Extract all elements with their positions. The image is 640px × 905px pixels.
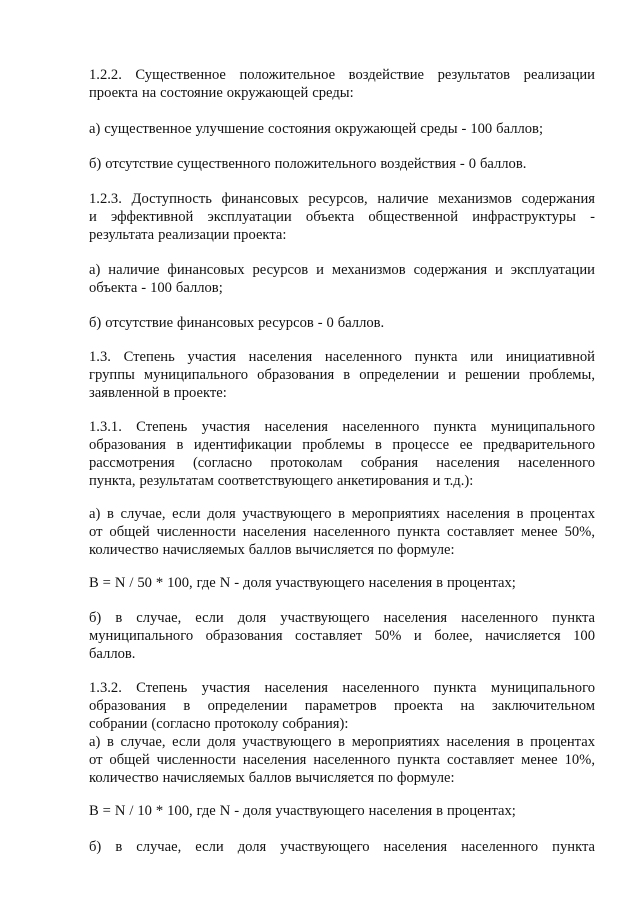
text-line: а) существенное улучшение состояния окружающей среды - 100 баллов; [89, 121, 544, 137]
text-line: 1.3.2. Степень участия населения населенного пункта муниципального [89, 680, 595, 696]
text-line: б) в случае, если доля участвующего населения населенного пункта [89, 610, 595, 626]
formula-10 [89, 802, 595, 820]
text-line: пункта, результатам соответствующего анкетирования и т.д.): [89, 473, 474, 489]
text-line: а) в случае, если доля участвующего в мероприятиях населения в процентах [89, 734, 595, 750]
text-line: муниципального образования составляет 50% и более, начисляется 100 [89, 628, 595, 644]
text-line: б) в случае, если доля участвующего населения населенного пункта [89, 839, 595, 855]
paragraph-1-2-2 [89, 66, 595, 102]
text-line: заявленной в проекте: [89, 385, 227, 401]
text-line: от общей численности населения населенного пункта составляет менее 50%, [89, 524, 595, 540]
text-line: а) в случае, если доля участвующего в мероприятиях населения в процентах [89, 506, 595, 522]
text-line: 1.3. Степень участия населения населенного пункта или инициативной [89, 349, 595, 365]
text-line: от общей численности населения населенного пункта составляет менее 10%, [89, 752, 595, 768]
paragraph-1-2-2-b [89, 155, 595, 173]
text-line: собрании (согласно протоколу собрания): [89, 716, 349, 732]
text-line: образования в идентификации проблемы в процессе ее предварительного [89, 437, 595, 453]
text-line: 1.3.1. Степень участия населения населенного пункта муниципального [89, 419, 595, 435]
paragraph-1-3 [89, 348, 595, 402]
text-line: образования в определении параметров проекта на заключительном [89, 698, 595, 714]
paragraph-1-2-2-a [89, 120, 595, 138]
paragraph-1-3-1-b [89, 609, 595, 663]
text-line: б) отсутствие существенного положительного воздействия - 0 баллов. [89, 156, 527, 172]
paragraph-1-3-2 [89, 679, 595, 787]
text-line: количество начисляемых баллов вычисляется по формуле: [89, 770, 455, 786]
formula-50 [89, 574, 595, 592]
text-line: и эффективной эксплуатации объекта общественной инфраструктуры - [89, 209, 595, 225]
text-line: группы муниципального образования в определении и решении проблемы, [89, 367, 595, 383]
text-line: количество начисляемых баллов вычисляется по формуле: [89, 542, 455, 558]
text-line: а) наличие финансовых ресурсов и механизмов содержания и эксплуатации [89, 262, 595, 278]
paragraph-1-2-3-b [89, 314, 595, 332]
paragraph-1-2-3 [89, 190, 595, 244]
text-line: объекта - 100 баллов; [89, 280, 223, 296]
text-line: 1.2.3. Доступность финансовых ресурсов, наличие механизмов содержания [89, 191, 595, 207]
paragraph-1-3-1 [89, 418, 595, 490]
text-line: б) отсутствие финансовых ресурсов - 0 баллов. [89, 315, 385, 331]
text-line: 1.2.2. Существенное положительное воздействие результатов реализации [89, 67, 595, 83]
text-line: проекта на состояние окружающей среды: [89, 85, 354, 101]
text-line: В = N / 50 * 100, где N - доля участвующего населения в процентах; [89, 575, 516, 591]
text-line: В = N / 10 * 100, где N - доля участвующего населения в процентах; [89, 803, 516, 819]
paragraph-1-3-2-b [89, 838, 595, 856]
paragraph-1-2-3-a [89, 261, 595, 297]
text-line: рассмотрения (согласно протоколам собрания населения населенного [89, 455, 595, 471]
text-line: баллов. [89, 646, 136, 662]
text-line: результата реализации проекта: [89, 227, 287, 243]
paragraph-1-3-1-a [89, 505, 595, 559]
